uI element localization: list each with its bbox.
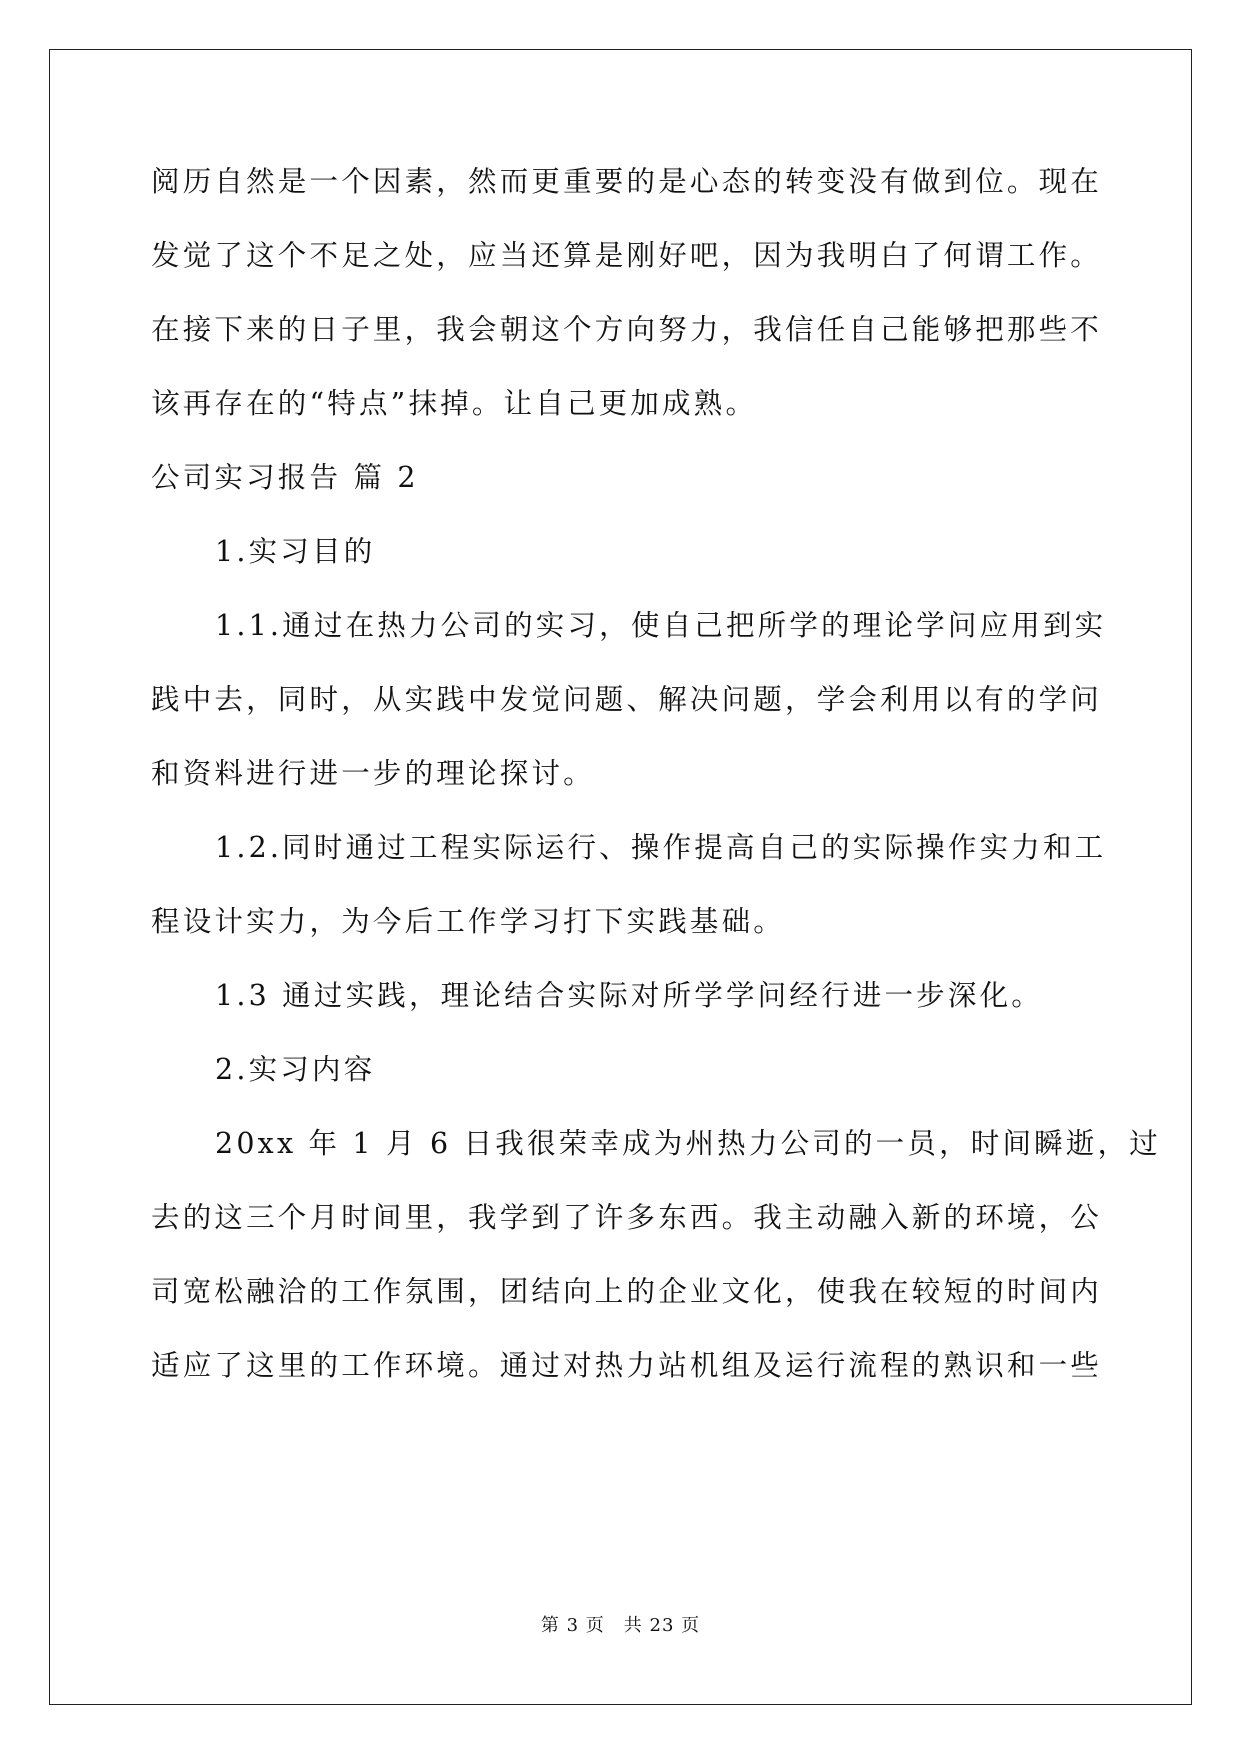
section-heading: 公司实习报告 篇 2 <box>151 461 419 494</box>
body-line: 去的这三个月时间里，我学到了许多东西。我主动融入新的环境，公 <box>151 1201 1103 1234</box>
page-border <box>49 49 1192 1705</box>
body-line: 程设计实力，为今后工作学习打下实践基础。 <box>151 905 786 938</box>
body-line: 适应了这里的工作环境。通过对热力站机组及运行流程的熟识和一些 <box>151 1349 1103 1382</box>
body-line: 1.2.同时通过工程实际运行、操作提高自己的实际操作实力和工 <box>215 831 1107 864</box>
body-line: 20xx 年 1 月 6 日我很荣幸成为州热力公司的一员，时间瞬逝，过 <box>215 1127 1161 1160</box>
body-line: 阅历自然是一个因素，然而更重要的是心态的转变没有做到位。现在 <box>151 165 1103 198</box>
body-line: 1.1.通过在热力公司的实习，使自己把所学的理论学问应用到实 <box>215 609 1107 642</box>
subsection-heading: 1.实习目的 <box>215 535 376 568</box>
body-line: 司宽松融洽的工作氛围，团结向上的企业文化，使我在较短的时间内 <box>151 1275 1103 1308</box>
body-line: 1.3 通过实践，理论结合实际对所学学问经行进一步深化。 <box>215 979 1043 1012</box>
body-line: 践中去，同时，从实践中发觉问题、解决问题，学会利用以有的学问 <box>151 683 1103 716</box>
body-line: 和资料进行进一步的理论探讨。 <box>151 757 595 790</box>
page-number-footer: 第 3 页 共 23 页 <box>540 1615 701 1636</box>
body-line: 发觉了这个不足之处，应当还算是刚好吧，因为我明白了何谓工作。 <box>151 239 1103 272</box>
subsection-heading: 2.实习内容 <box>215 1053 376 1086</box>
body-line: 该再存在的“特点”抹掉。让自己更加成熟。 <box>151 387 758 420</box>
body-line: 在接下来的日子里，我会朝这个方向努力，我信任自己能够把那些不 <box>151 313 1103 346</box>
